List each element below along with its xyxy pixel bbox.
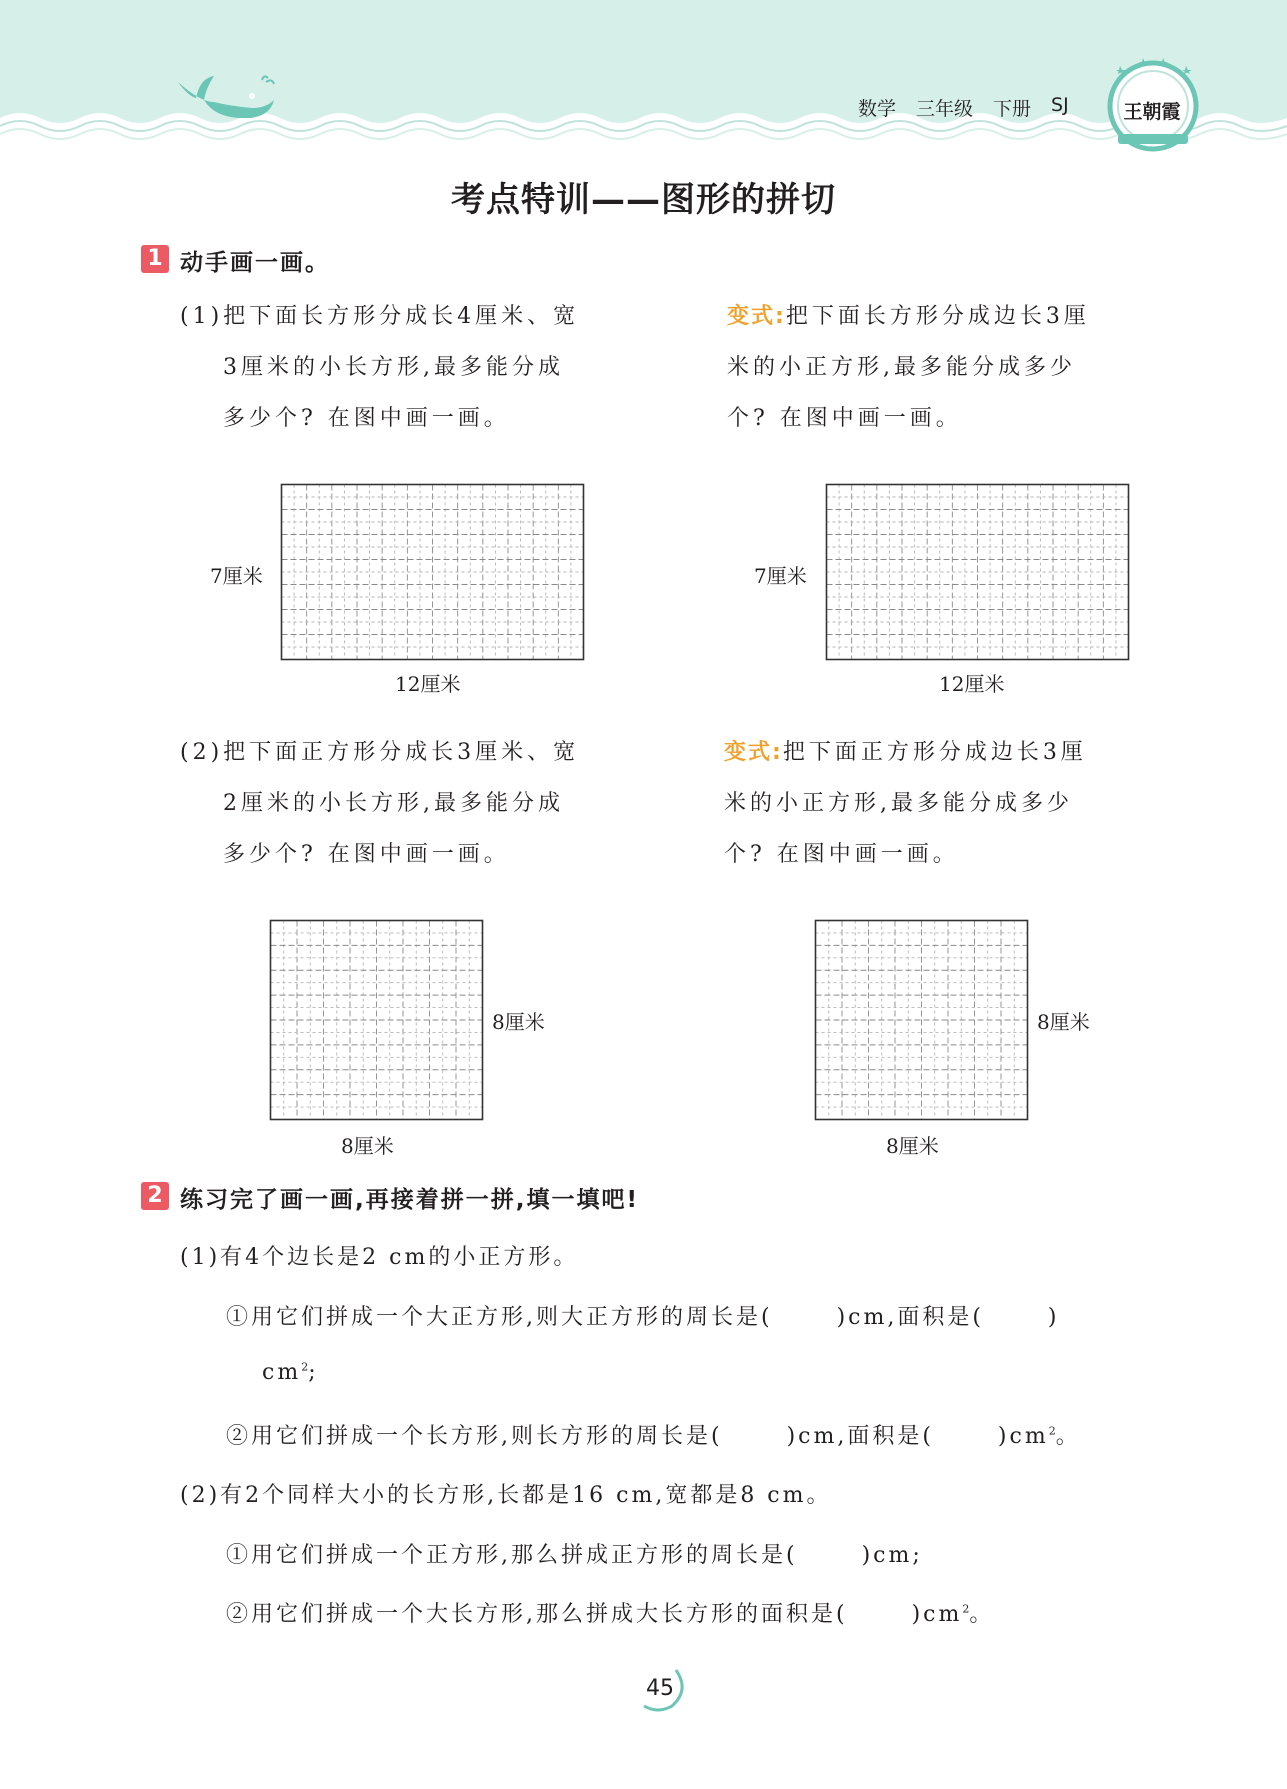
q1-variant2-text	[724, 727, 1087, 880]
question-title: 练习完了画一画,再接着拼一拼,填一填吧!	[180, 1187, 639, 1213]
text-segment: )cm;	[861, 1543, 923, 1568]
whale-icon	[170, 72, 280, 132]
grid-8x8	[269, 919, 484, 1121]
text-line: 个? 在图中画一画。	[727, 406, 962, 431]
text-line: (2)把下面正方形分成长3厘米、宽	[180, 740, 580, 765]
q1-variant1-text	[727, 291, 1090, 444]
text-segment: )cm,面积是(	[786, 1424, 934, 1449]
unit-text: cm	[262, 1360, 302, 1385]
q2-part2b-text	[226, 1597, 994, 1628]
text-line: 把下面长方形分成边长3厘	[785, 304, 1090, 329]
text-segment: ②用它们拼成一个长方形,则长方形的周长是(	[226, 1424, 723, 1449]
text-line: 3厘米的小长方形,最多能分成	[223, 355, 564, 380]
height-label: 7厘米	[754, 564, 807, 588]
text-segment: 。	[1055, 1424, 1081, 1449]
grid-8x8	[814, 919, 1029, 1121]
q1-part2-text	[180, 727, 579, 880]
superscript: 2	[301, 1360, 309, 1374]
q2-part1-text: (1)有4个边长是2 cm的小正方形。	[180, 1245, 579, 1270]
question-number-badge: 2	[141, 1182, 169, 1210]
text-segment: )cm	[997, 1424, 1049, 1449]
text-segment: ①用它们拼成一个正方形,那么拼成正方形的周长是(	[226, 1543, 798, 1568]
page-header	[0, 0, 1287, 160]
edition-label: SJ	[1051, 94, 1069, 116]
text-line: 多少个? 在图中画一画。	[223, 406, 510, 431]
q2-part2-text: (2)有2个同样大小的长方形,长都是16 cm,宽都是8 cm。	[180, 1483, 832, 1508]
text-line: 个? 在图中画一画。	[724, 842, 959, 867]
grade-label: 三年级	[916, 98, 974, 120]
height-label: 8厘米	[1037, 1010, 1090, 1034]
text-line: 多少个? 在图中画一画。	[223, 842, 510, 867]
text-segment: ①用它们拼成一个大正方形,则大正方形的周长是(	[226, 1305, 773, 1330]
text-line: 2厘米的小长方形,最多能分成	[223, 791, 564, 816]
text-line: (1)把下面长方形分成长4厘米、宽	[180, 304, 580, 329]
volume-label: 下册	[993, 98, 1032, 120]
text-segment: ;	[308, 1360, 319, 1385]
width-label: 8厘米	[886, 1134, 939, 1158]
text-segment: )cm	[911, 1602, 963, 1627]
grid-12x7	[825, 483, 1130, 661]
text-segment: )	[1047, 1305, 1060, 1330]
text-segment: )cm,面积是(	[836, 1305, 984, 1330]
question-title: 动手画一画。	[180, 250, 330, 276]
text-segment: ②用它们拼成一个大长方形,那么拼成大长方形的面积是(	[226, 1602, 848, 1627]
text-line: 把下面正方形分成边长3厘	[782, 740, 1087, 765]
width-label: 12厘米	[939, 672, 1005, 696]
width-label: 12厘米	[395, 672, 461, 696]
text-segment: 。	[969, 1602, 995, 1627]
height-label: 8厘米	[492, 1010, 545, 1034]
q2-part1a-text	[226, 1300, 1060, 1331]
brand-name: 王朝霞	[1123, 101, 1181, 123]
grid-12x7	[280, 483, 585, 661]
height-label: 7厘米	[210, 564, 263, 588]
width-label: 8厘米	[341, 1134, 394, 1158]
variant-tag: 变式:	[724, 740, 783, 765]
subject-label: 数学	[858, 98, 897, 120]
q2-part2a-text	[226, 1538, 923, 1569]
breadcrumb	[858, 94, 1069, 121]
q2-part1b-text	[226, 1419, 1081, 1450]
question-number-badge: 1	[141, 245, 169, 273]
page-title: 考点特训——图形的拼切	[451, 180, 836, 220]
q1-part1-text	[180, 291, 579, 444]
page-number: 45	[646, 1676, 674, 1701]
superscript: 2	[962, 1602, 970, 1616]
q2-part1a-unit	[262, 1360, 319, 1385]
superscript: 2	[1048, 1424, 1056, 1438]
text-line: 米的小正方形,最多能分成多少	[727, 355, 1076, 380]
variant-tag: 变式:	[727, 304, 786, 329]
text-line: 米的小正方形,最多能分成多少	[724, 791, 1073, 816]
